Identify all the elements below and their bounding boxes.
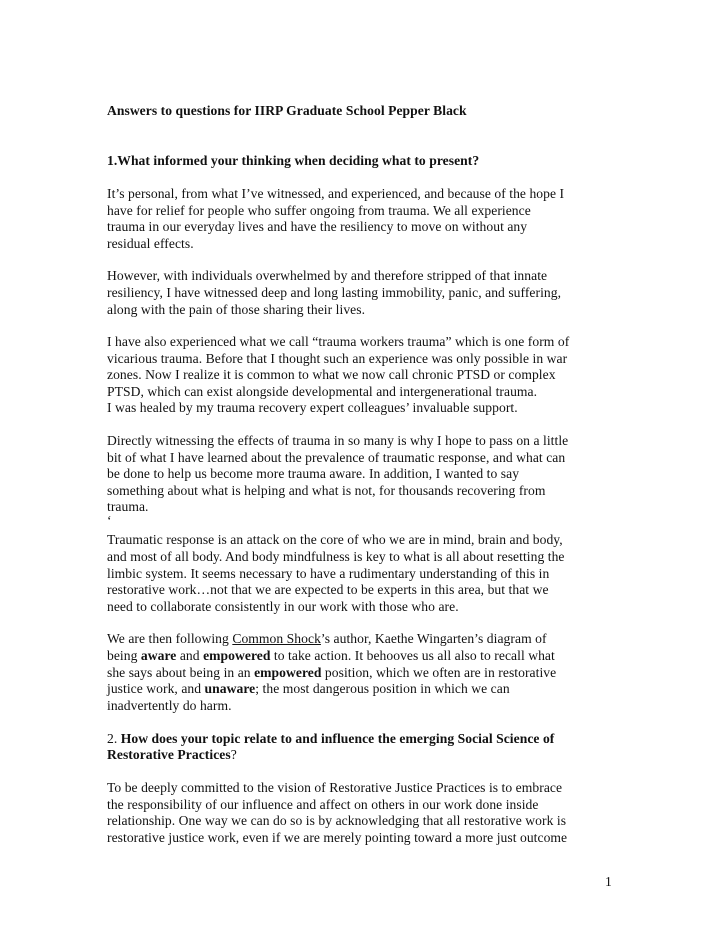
paragraph-line: relationship. One way we can do so is by acknowledging that all restorative work is [107,813,567,828]
paragraph-line: It’s personal, from what I’ve witnessed, and experienced, and because of the hope I [107,186,565,201]
paragraph-line: Directly witnessing the effects of trauma in so many is why I hope to pass on a little [107,433,569,448]
paragraph-line: We are then following Common Shock’s author, Kaethe Wingarten’s diagram of [107,631,547,646]
paragraph-line: resiliency, I have witnessed deep and long lasting immobility, panic, and suffering, [107,285,562,300]
paragraph-line: I have also experienced what we call “trauma workers trauma” which is one form of [107,334,570,349]
paragraph-line: inadvertently do harm. [107,698,232,713]
paragraph-line: trauma in our everyday lives and have the resiliency to move on without any [107,219,528,234]
question-1-heading: 1.What informed your thinking when deciding what to present? [107,153,480,168]
paragraph-line: I was healed by my trauma recovery expert colleagues’ invaluable support. [107,400,518,415]
paragraph-line: restorative justice work, even if we are merely pointing toward a more just outcome [107,830,568,845]
paragraph-line: something about what is helping and what is not, for thousands recovering from [107,483,546,498]
paragraph-line: and most of all body. And body mindfulness is key to what is all about resetting the [107,549,565,564]
stray-mark: ‘ [107,513,112,528]
paragraph-line: she says about being in an empowered position, which we often are in restorative [107,665,557,680]
paragraph-line: the responsibility of our influence and affect on others in our work done inside [107,797,539,812]
paragraph-line: being aware and empowered to take action. It behooves us all also to recall what [107,648,555,663]
paragraph-line: limbic system. It seems necessary to have a rudimentary understanding of this in [107,566,550,581]
paragraph-line: However, with individuals overwhelmed by and therefore stripped of that innate [107,268,548,283]
paragraph-line: To be deeply committed to the vision of Restorative Justice Practices is to embrace [107,780,563,795]
paragraph-line: trauma. [107,499,149,514]
paragraph-line: restorative work…not that we are expected to be experts in this area, but that we [107,582,549,597]
paragraph-line: zones. Now I realize it is common to what we now call chronic PTSD or complex [107,367,556,382]
paragraph-line: need to collaborate consistently in our work with those who are. [107,599,459,614]
page-number: 1 [605,874,612,889]
question-2-heading: 2. How does your topic relate to and influence the emerging Social Science of [107,731,555,746]
paragraph-line: be done to help us become more trauma aware. In addition, I wanted to say [107,466,520,481]
paragraph-line: bit of what I have learned about the prevalence of traumatic response, and what can [107,450,566,465]
paragraph-line: have for relief for people who suffer ongoing from trauma. We all experience [107,203,531,218]
question-2-heading-cont: Restorative Practices? [107,747,237,762]
paragraph-line: residual effects. [107,236,194,251]
paragraph-line: vicarious trauma. Before that I thought such an experience was only possible in war [107,351,568,366]
paragraph-line: along with the pain of those sharing their lives. [107,302,366,317]
paragraph-line: justice work, and unaware; the most dangerous position in which we can [107,681,510,696]
common-shock-link[interactable]: Common Shock [232,631,321,646]
paragraph-line: Traumatic response is an attack on the core of who we are in mind, brain and body, [107,532,563,547]
document-title: Answers to questions for IIRP Graduate School Pepper Black [107,103,467,118]
paragraph-line: PTSD, which can exist alongside developmental and intergenerational trauma. [107,384,538,399]
